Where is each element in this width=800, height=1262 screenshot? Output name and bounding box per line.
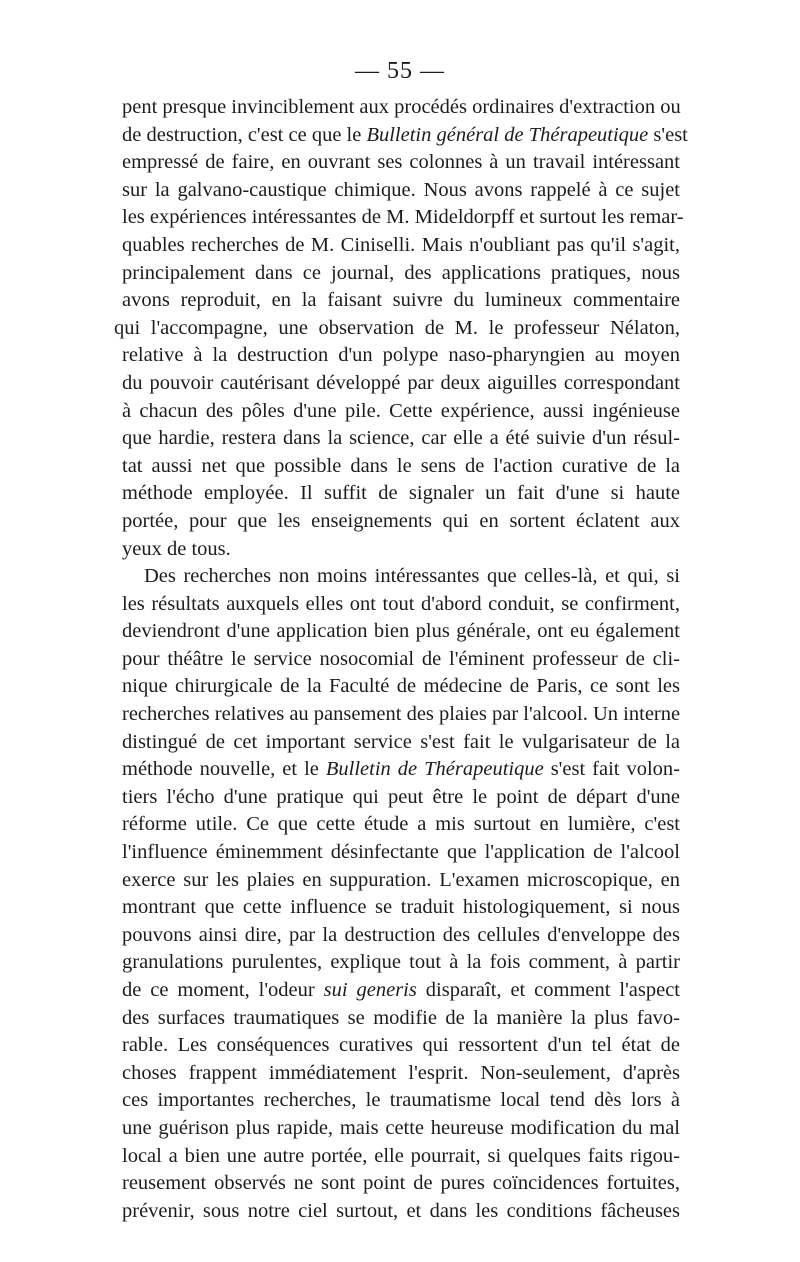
text-line: [122, 673, 680, 701]
text-segment: exerce sur les plaies en suppuration. L'examen microscopique, en: [122, 868, 680, 891]
text-line: [122, 591, 680, 619]
text-line: [122, 949, 680, 977]
text-segment: du pouvoir cautérisant développé par deux aiguilles correspondant: [122, 371, 680, 394]
text-line: [122, 425, 680, 453]
text-line: [122, 646, 680, 674]
text-segment: disparaît, et comment l'aspect: [416, 979, 681, 1001]
text-segment: tiers l'écho d'une pratique qui peut être le point de départ d'une: [122, 785, 680, 808]
text-line: [122, 1087, 680, 1115]
text-segment: les résultats auxquels elles ont tout d'abord conduit, se confirment,: [122, 592, 680, 615]
text-segment: ces importantes recherches, le traumatisme local tend dès lors à: [122, 1089, 680, 1112]
text-line: [122, 149, 680, 177]
page-number: — 55 —: [355, 58, 445, 84]
text-segment: portée, pour que les enseignements qui en sortent éclatent aux: [122, 509, 680, 532]
text-line: [122, 232, 680, 260]
text-segment: local a bien une autre portée, elle pourrait, si quelques faits rigou-: [122, 1144, 680, 1167]
text-segment: granulations purulentes, explique tout à la fois comment, à partir: [122, 951, 680, 974]
text-line: [122, 811, 680, 839]
text-segment: s'est fait volon-: [543, 758, 680, 781]
text-line: [122, 701, 680, 729]
text-segment: une guérison plus rapide, mais cette heureuse modification du mal: [122, 1116, 680, 1139]
text-line: [122, 94, 680, 122]
text-segment: reusement observés ne sont point de pures coïncidences fortuites,: [122, 1172, 680, 1195]
text-segment: quables recherches de M. Ciniselli. Mais n'oubliant pas qu'il s'agit,: [122, 233, 680, 256]
text-segment: à chacun des pôles d'une pile. Cette expérience, aussi ingénieuse: [122, 399, 680, 422]
text-segment: Des recherches non moins intéressantes que celles-là, et qui, si: [144, 565, 680, 588]
text-line: [122, 453, 680, 481]
text-line: [122, 122, 688, 150]
text-line: [122, 1198, 680, 1226]
text-line: [122, 398, 680, 426]
text-segment: réforme utile. Ce que cette étude a mis surtout en lumière, c'est: [122, 813, 680, 836]
text-segment: que hardie, restera dans la science, car elle a été suivie d'un résul-: [122, 427, 680, 450]
text-line: [122, 894, 680, 922]
text-segment: rable. Les conséquences curatives qui ressortent d'un tel état de: [122, 1034, 680, 1057]
text-segment: tat aussi net que possible dans le sens de l'action curative de la: [122, 454, 680, 477]
text-segment: pour théâtre le service nosocomial de l'éminent professeur de cli-: [122, 647, 680, 670]
text-segment: empressé de faire, en ouvrant ses colonnes à un travail intéressant: [122, 151, 680, 174]
text-segment: deviendront d'une application bien plus générale, ont eu également: [122, 620, 680, 643]
text-line: [122, 536, 680, 564]
text-line: [122, 260, 680, 288]
text-segment: prévenir, sous notre ciel surtout, et dans les conditions fâcheuses: [122, 1199, 680, 1222]
text-line: [122, 867, 680, 895]
text-line: [122, 508, 680, 536]
text-segment: de destruction, c'est ce que le: [122, 123, 367, 146]
text-line: [122, 1005, 680, 1033]
text-line: [122, 287, 680, 315]
text-line: [114, 315, 680, 343]
text-segment: l'influence éminemment désinfectante que l'application de l'alcool: [122, 841, 680, 864]
text-line: [122, 1115, 680, 1143]
text-line: [122, 977, 680, 1005]
text-segment: méthode employée. Il suffit de signaler un fait d'une si haute: [122, 482, 680, 505]
text-segment: yeux de tous.: [122, 537, 231, 560]
text-line: [122, 784, 680, 812]
text-line: [122, 756, 680, 784]
text-line: [122, 370, 680, 398]
text-line: [122, 480, 680, 508]
text-line: [122, 1060, 680, 1088]
text-segment: pouvons ainsi dire, par la destruction des cellules d'enveloppe des: [122, 923, 680, 946]
text-line: [122, 1032, 680, 1060]
text-segment: les expériences intéressantes de M. Mideldorpff et surtout les remar-: [122, 206, 684, 229]
italic-text: Bulletin général de Thérapeutique: [366, 123, 649, 146]
text-line: [122, 204, 684, 232]
text-segment: distingué de cet important service s'est fait le vulgarisateur de la: [122, 730, 680, 753]
text-segment: méthode nouvelle, et le: [122, 758, 326, 781]
text-segment: pent presque invinciblement aux procédés ordinaires d'extraction ou: [122, 96, 681, 118]
text-line: [122, 177, 680, 205]
text-segment: de ce moment, l'odeur: [122, 979, 324, 1001]
text-line: [122, 342, 680, 370]
italic-text: Bulletin de Thérapeutique: [325, 758, 544, 781]
body-text: [114, 94, 688, 1225]
text-segment: nique chirurgicale de la Faculté de médecine de Paris, ce sont les: [122, 675, 680, 698]
text-segment: des surfaces traumatiques se modifie de la manière la plus favo-: [122, 1006, 680, 1029]
text-segment: choses frappent immédiatement l'esprit. Non-seulement, d'après: [122, 1061, 680, 1084]
text-segment: avons reproduit, en la faisant suivre du lumineux commentaire: [122, 289, 680, 312]
text-line: [122, 922, 680, 950]
text-segment: montrant que cette influence se traduit histologiquement, si nous: [122, 896, 680, 919]
text-segment: recherches relatives au pansement des plaies par l'alcool. Un interne: [122, 703, 681, 726]
text-segment: qui l'accompagne, une observation de M. le professeur Nélaton,: [114, 316, 680, 339]
text-line: [122, 618, 680, 646]
text-line: [122, 839, 680, 867]
italic-text: sui generis: [323, 979, 417, 1001]
text-line: [122, 729, 680, 757]
text-line: [122, 1170, 680, 1198]
text-segment: relative à la destruction d'un polype naso-pharyngien au moyen: [122, 344, 680, 367]
text-segment: sur la galvano-caustique chimique. Nous avons rappelé à ce sujet: [122, 178, 680, 201]
text-line: [122, 1143, 680, 1171]
text-line: [122, 563, 680, 591]
text-segment: s'est: [648, 123, 688, 146]
text-segment: principalement dans ce journal, des applications pratiques, nous: [122, 261, 680, 284]
